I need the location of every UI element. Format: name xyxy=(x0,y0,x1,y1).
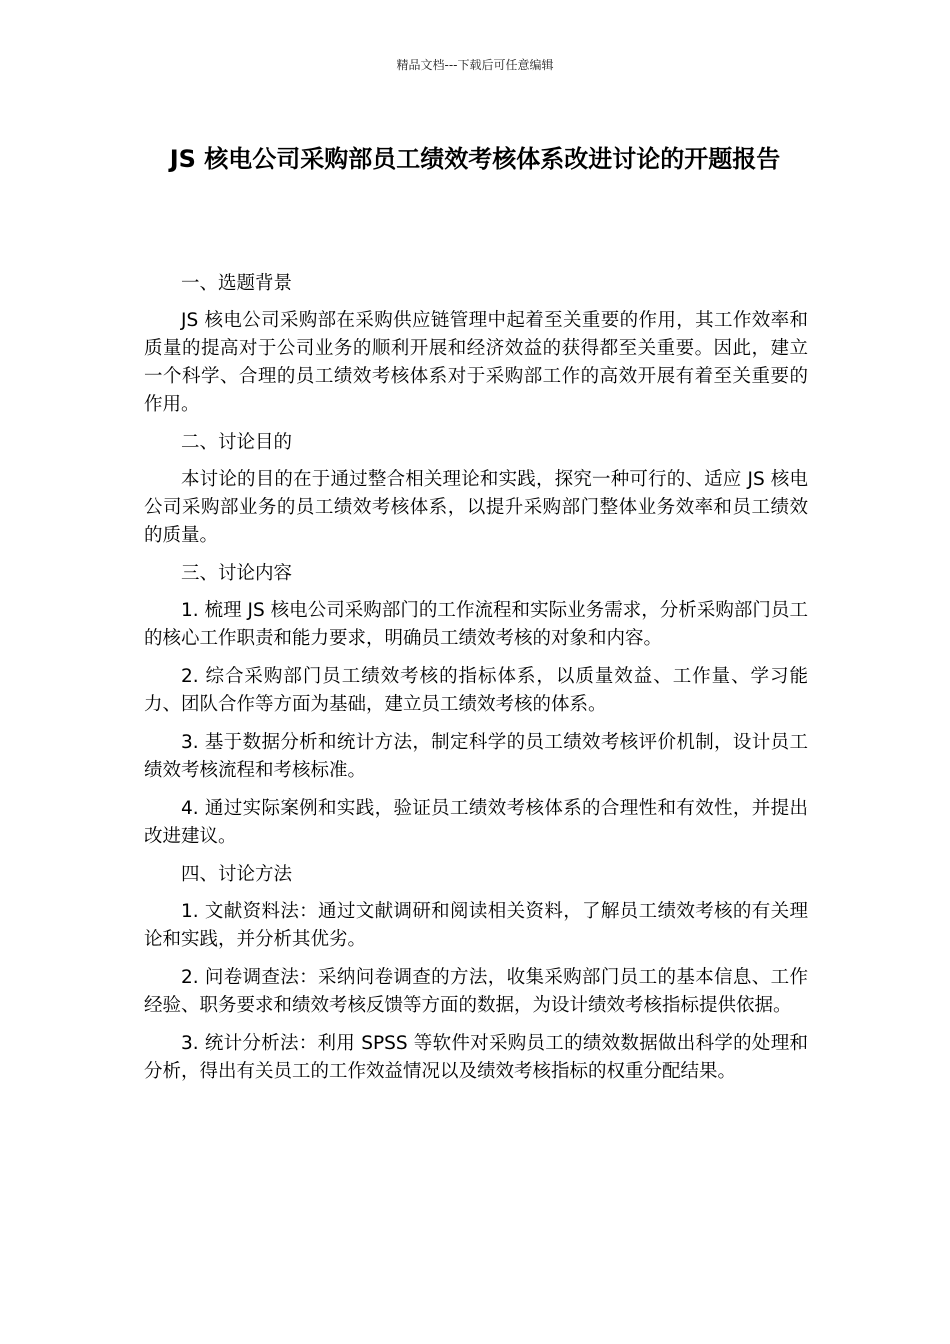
list-item: 2. 综合采购部门员工绩效考核的指标体系，以质量效益、工作量、学习能力、团队合作等方面为基础，建立员工绩效考核的体系。 xyxy=(144,666,808,715)
section-heading: 一、选题背景 xyxy=(181,273,293,294)
document-body xyxy=(144,270,808,1096)
body-paragraph: 本讨论的目的在于通过整合相关理论和实践，探究一种可行的、适应 JS 核电公司采购部业务的员工绩效考核体系，以提升采购部门整体业务效率和员工绩效的质量。 xyxy=(144,469,808,546)
list-item: 2. 问卷调查法：采纳问卷调查的方法，收集采购部门员工的基本信息、工作经验、职务要求和绩效考核反馈等方面的数据，为设计绩效考核指标提供依据。 xyxy=(144,967,808,1016)
body-paragraph: JS 核电公司采购部在采购供应链管理中起着至关重要的作用，其工作效率和质量的提高对于公司业务的顺利开展和经济效益的获得都至关重要。因此，建立一个科学、合理的员工绩效考核体系对于采购部工作的高效开展有着至关重要的作用。 xyxy=(144,310,808,415)
list-item: 1. 梳理 JS 核电公司采购部门的工作流程和实际业务需求，分析采购部门员工的核心工作职责和能力要求，明确员工绩效考核的对象和内容。 xyxy=(144,600,808,649)
document-title: JS 核电公司采购部员工绩效考核体系改进讨论的开题报告 xyxy=(169,145,781,173)
list-item: 3. 基于数据分析和统计方法，制定科学的员工绩效考核评价机制，设计员工绩效考核流程和考核标准。 xyxy=(144,732,808,781)
list-item: 3. 统计分析法：利用 SPSS 等软件对采购员工的绩效数据做出科学的处理和分析，得出有关员工的工作效益情况以及绩效考核指标的权重分配结果。 xyxy=(144,1033,808,1082)
list-item: 4. 通过实际案例和实践，验证员工绩效考核体系的合理性和有效性，并提出改进建议。 xyxy=(144,798,808,847)
section-heading: 二、讨论目的 xyxy=(181,432,293,453)
list-item: 1. 文献资料法：通过文献调研和阅读相关资料，了解员工绩效考核的有关理论和实践，并分析其优劣。 xyxy=(144,901,808,950)
section-heading: 三、讨论内容 xyxy=(181,563,293,584)
page-header: 精品文档---下载后可任意编辑 xyxy=(396,58,554,72)
section-heading: 四、讨论方法 xyxy=(181,864,293,885)
